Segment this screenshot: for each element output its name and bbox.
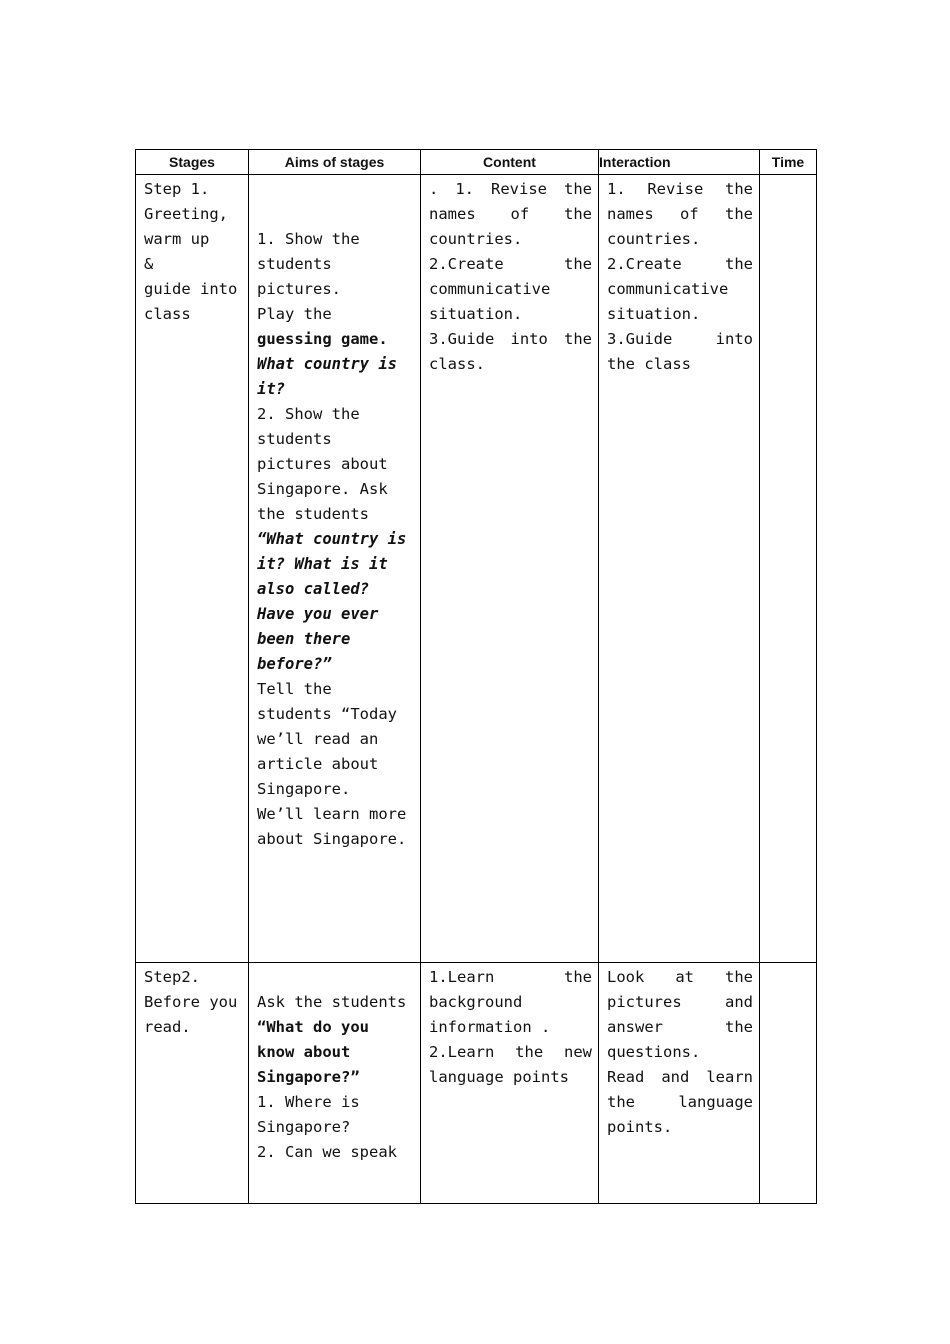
header-time: Time	[760, 150, 817, 175]
lesson-plan-table	[135, 149, 817, 1204]
interaction-item: 1. Revise the names of the countries.	[607, 180, 753, 248]
aims-question: “What country is it? What is it also called? Have you ever been there before?”	[257, 530, 407, 673]
content-item: . 1. Revise the names of the countries.	[429, 180, 592, 248]
content-item: 2.Create the communicative situation.	[429, 255, 592, 323]
aims-text-bold: guessing game.	[257, 330, 388, 348]
aims-text-plain: 2. Show the students pictures about Singapore. Ask the students	[257, 405, 388, 523]
interaction-item: 2.Create the communicative situation.	[607, 255, 753, 323]
aims-cell	[249, 963, 421, 1204]
stage-line: Before you read.	[144, 993, 238, 1036]
content-item: 2.Learn the new language points	[429, 1043, 592, 1086]
header-interaction: Interaction	[599, 150, 760, 175]
stage-line: Greeting,	[144, 205, 228, 223]
table-row	[136, 175, 817, 963]
stage-line: &	[144, 255, 154, 273]
time-cell	[760, 175, 817, 963]
interaction-cell	[599, 175, 760, 963]
aims-text: 1. Show the students pictures.	[257, 230, 360, 298]
content-cell	[421, 963, 599, 1204]
table-row	[136, 963, 817, 1204]
interaction-item: Read and learn the language points.	[607, 1068, 753, 1136]
content-cell	[421, 175, 599, 963]
header-stages: Stages	[136, 150, 249, 175]
stage-cell	[136, 963, 249, 1204]
header-content: Content	[421, 150, 599, 175]
aims-cell	[249, 175, 421, 963]
aims-text	[257, 302, 414, 352]
aims-text: Tell the students “Today we’ll read an article about Singapore.	[257, 680, 397, 798]
aims-text: 2. Can we speak	[257, 1143, 397, 1161]
aims-question: What country is it?	[257, 355, 397, 398]
interaction-item: 3.Guide into the class	[607, 330, 753, 373]
stage-line: Step 1.	[144, 180, 210, 198]
stage-cell	[136, 175, 249, 963]
header-aims: Aims of stages	[249, 150, 421, 175]
content-item: 1.Learn the background information .	[429, 968, 592, 1036]
aims-text-plain: Play the	[257, 305, 332, 323]
stage-line: warm up	[144, 230, 210, 248]
header-row	[136, 150, 817, 175]
aims-text-plain: Ask the students	[257, 993, 407, 1011]
stage-line: guide into class	[144, 280, 238, 323]
aims-text: 1. Where is Singapore?	[257, 1093, 360, 1136]
time-cell	[760, 963, 817, 1204]
interaction-cell	[599, 963, 760, 1204]
aims-text: We’ll learn more about Singapore.	[257, 805, 407, 848]
aims-text	[257, 990, 414, 1090]
stage-line: Step2.	[144, 968, 200, 986]
content-item: 3.Guide into the class.	[429, 330, 592, 373]
interaction-item: Look at the pictures and answer the questions.	[607, 968, 753, 1061]
aims-text-bold: “What do you know about Singapore?”	[257, 1018, 369, 1086]
aims-text	[257, 402, 414, 677]
